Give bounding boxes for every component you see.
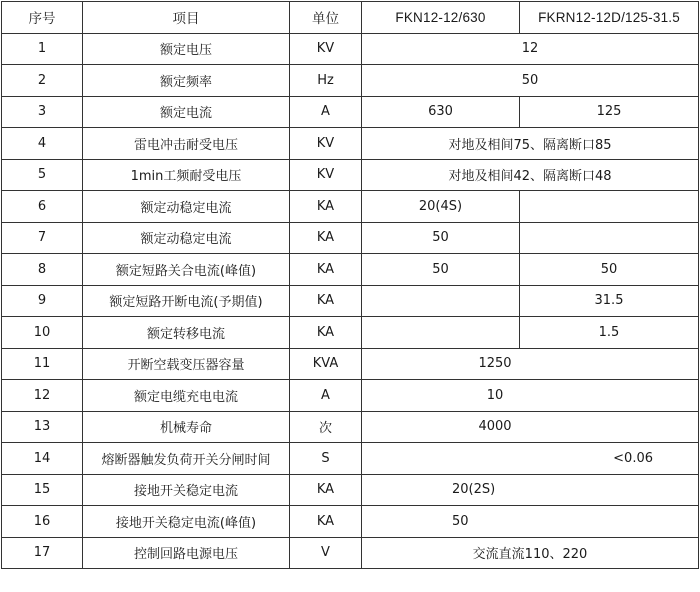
row-unit: KA <box>290 474 362 506</box>
row-value: <0.06 <box>362 443 699 475</box>
row-unit: KVA <box>290 348 362 380</box>
row-seq: 13 <box>2 411 83 443</box>
row-unit: KV <box>290 159 362 191</box>
table-row <box>2 537 699 569</box>
row-item: 接地开关稳定电流(峰值) <box>83 506 290 538</box>
row-unit: 次 <box>290 411 362 443</box>
row-item: 控制回路电源电压 <box>83 537 290 569</box>
row-value: 4000 <box>362 411 699 443</box>
spec-table <box>1 1 699 569</box>
header-seq: 序号 <box>2 2 83 34</box>
table-row <box>2 33 699 65</box>
row-unit: V <box>290 537 362 569</box>
table-row <box>2 348 699 380</box>
row-value: 50 <box>362 506 699 538</box>
row-unit: KA <box>290 222 362 254</box>
row-seq: 8 <box>2 254 83 286</box>
header-spec1: FKN12-12/630 <box>362 2 520 34</box>
table-row <box>2 65 699 97</box>
table-row <box>2 443 699 475</box>
row-unit: A <box>290 380 362 412</box>
row-seq: 1 <box>2 33 83 65</box>
header-item: 项目 <box>83 2 290 34</box>
row-seq: 4 <box>2 128 83 160</box>
row-value-spec2: 50 <box>520 254 699 286</box>
row-item: 机械寿命 <box>83 411 290 443</box>
row-seq: 3 <box>2 96 83 128</box>
row-item: 额定短路关合电流(峰值) <box>83 254 290 286</box>
row-item: 额定短路开断电流(予期值) <box>83 285 290 317</box>
row-value: 10 <box>362 380 699 412</box>
row-item: 雷电冲击耐受电压 <box>83 128 290 160</box>
row-value: 1250 <box>362 348 699 380</box>
row-item: 额定频率 <box>83 65 290 97</box>
row-item: 熔断器触发负荷开关分闸时间 <box>83 443 290 475</box>
row-item: 额定动稳定电流 <box>83 191 290 223</box>
table-row <box>2 506 699 538</box>
table-row <box>2 159 699 191</box>
row-item: 接地开关稳定电流 <box>83 474 290 506</box>
row-seq: 12 <box>2 380 83 412</box>
row-item: 额定电缆充电电流 <box>83 380 290 412</box>
table-row <box>2 474 699 506</box>
row-value-spec2: 1.5 <box>520 317 699 349</box>
row-value: 对地及相间42、隔离断口48 <box>362 159 699 191</box>
row-seq: 14 <box>2 443 83 475</box>
row-seq: 16 <box>2 506 83 538</box>
row-value-spec1: 50 <box>362 254 520 286</box>
row-seq: 11 <box>2 348 83 380</box>
row-item: 额定电压 <box>83 33 290 65</box>
table-row <box>2 317 699 349</box>
row-seq: 2 <box>2 65 83 97</box>
table-row <box>2 285 699 317</box>
table-row <box>2 128 699 160</box>
header-spec2: FKRN12-12D/125-31.5 <box>520 2 699 34</box>
row-value: 50 <box>362 65 699 97</box>
table-row <box>2 222 699 254</box>
row-unit: KA <box>290 191 362 223</box>
row-unit: Hz <box>290 65 362 97</box>
row-item: 额定转移电流 <box>83 317 290 349</box>
row-value: 20(2S) <box>362 474 699 506</box>
row-unit: KA <box>290 506 362 538</box>
row-unit: KV <box>290 128 362 160</box>
row-seq: 15 <box>2 474 83 506</box>
row-unit: KV <box>290 33 362 65</box>
row-item: 额定动稳定电流 <box>83 222 290 254</box>
row-value: 12 <box>362 33 699 65</box>
row-item: 开断空载变压器容量 <box>83 348 290 380</box>
table-row <box>2 411 699 443</box>
row-unit: A <box>290 96 362 128</box>
row-seq: 7 <box>2 222 83 254</box>
row-seq: 17 <box>2 537 83 569</box>
row-value-spec1: 50 <box>362 222 520 254</box>
table-row <box>2 380 699 412</box>
row-value-spec2: 31.5 <box>520 285 699 317</box>
row-value: 对地及相间75、隔离断口85 <box>362 128 699 160</box>
row-seq: 10 <box>2 317 83 349</box>
row-unit: S <box>290 443 362 475</box>
table-row <box>2 191 699 223</box>
row-value-spec2: 125 <box>520 96 699 128</box>
row-seq: 9 <box>2 285 83 317</box>
table-row <box>2 96 699 128</box>
row-value-spec1 <box>362 285 520 317</box>
row-item: 1min工频耐受电压 <box>83 159 290 191</box>
row-value-spec2 <box>520 191 699 223</box>
row-unit: KA <box>290 254 362 286</box>
row-seq: 5 <box>2 159 83 191</box>
table-row <box>2 254 699 286</box>
header-unit: 单位 <box>290 2 362 34</box>
table-header-row <box>2 2 699 34</box>
row-value: 交流直流110、220 <box>362 537 699 569</box>
row-value-spec1: 20(4S) <box>362 191 520 223</box>
row-seq: 6 <box>2 191 83 223</box>
row-value-spec2 <box>520 222 699 254</box>
row-item: 额定电流 <box>83 96 290 128</box>
row-unit: KA <box>290 317 362 349</box>
row-unit: KA <box>290 285 362 317</box>
row-value-spec1: 630 <box>362 96 520 128</box>
row-value-spec1 <box>362 317 520 349</box>
